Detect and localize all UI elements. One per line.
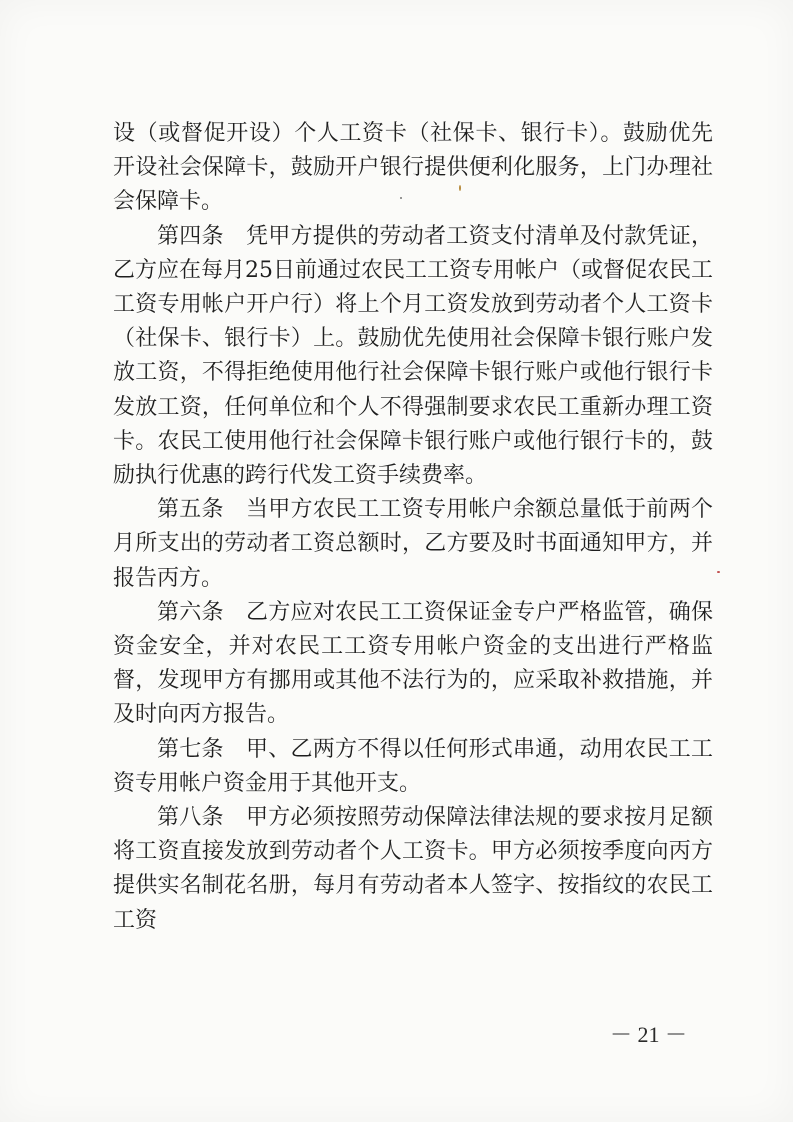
paragraph-article-7: 第七条 甲、乙两方不得以任何形式串通，动用农民工工资专用帐户资金用于其他开支。 <box>113 736 713 796</box>
scan-speck <box>459 185 461 191</box>
paragraph-continuation: 设（或督促开设）个人工资卡（社保卡、银行卡）。鼓励优先开设社会保障卡，鼓励开户银行提供便利化服务，上门办理社会保障卡。 <box>113 121 713 215</box>
paragraph-article-4: 第四条 凭甲方提供的劳动者工资支付清单及付款凭证，乙方应在每月25日前通过农民工工资专用帐户（或督促农民工工资专用帐户开户行）将上个月工资发放到劳动者个人工资卡（社保卡、银行卡）上。鼓励优先使用社会保障卡银行账户发放工资，不得拒绝使用他行社会保障卡银行账户或他行银行卡发放工资，任何单位和个人不得强制要求农民工重新办理工资卡。农民工使用他行社会保障卡银行账户或他行银行卡的，鼓励执行优惠的跨行代发工资手续费率。 <box>113 223 713 489</box>
paragraph-article-6: 第六条 乙方应对农民工工资保证金专户严格监管，确保资金安全，并对农民工工资专用帐户资金的支出进行严格监督，发现甲方有挪用或其他不法行为的，应采取补救措施，并及时向丙方报告。 <box>113 599 713 728</box>
paragraph-article-8: 第八条 甲方必须按照劳动保障法律法规的要求按月足额将工资直接发放到劳动者个人工资卡。甲方必须按季度向丙方提供实名制花名册，每月有劳动者本人签字、按指纹的农民工工资 <box>113 805 713 933</box>
scan-speck <box>400 197 402 199</box>
body-text <box>113 117 713 938</box>
paragraph-article-5: 第五条 当甲方农民工工资专用帐户余额总量低于前两个月所支出的劳动者工资总额时，乙方要及时书面通知甲方，并报告丙方。 <box>113 497 713 591</box>
page-number: － 21 － <box>610 1022 688 1047</box>
scan-speck <box>717 571 720 573</box>
